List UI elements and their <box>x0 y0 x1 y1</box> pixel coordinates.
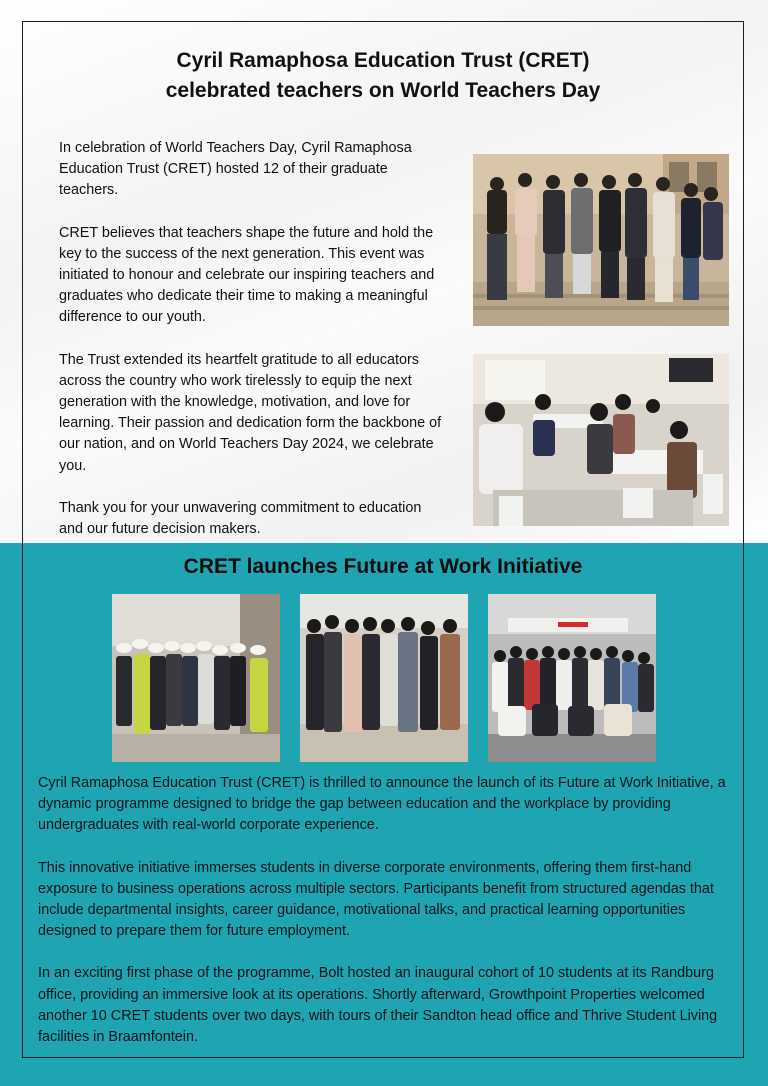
boardroom-visit-photo <box>488 594 656 762</box>
article1-title-line2: celebrated teachers on World Teachers Day <box>165 79 601 102</box>
site-visit-photo <box>112 594 280 762</box>
article2-paragraph: This innovative initiative immerses students in diverse corporate environments, offering them first-hand exposure to business operations across multiple sectors. Participants benefit from structured agendas that include departmental insights, career guidance, motivational talks, and practical learning opportunities designed to prepare them for future employment. <box>38 859 714 940</box>
article1-body <box>59 138 444 561</box>
article2-paragraph: In an exciting first phase of the programme, Bolt hosted an inaugural cohort of 10 students at its Randburg office, providing an immersive look at its operations. Shortly afterward, Growthpoint Properties welcomed another 10 CRET students over two days, with tours of their Sandton head office and Thrive Student Living facilities in Braamfontein. <box>38 965 718 1046</box>
article1-paragraph: The Trust extended its heartfelt gratitude to all educators across the country who work tirelessly to equip the next generation with the knowledge, motivation, and love for learning. Their passion and dedication form the backbone of our nation, and on World Teachers Day 2024, we celebrate you. <box>59 351 442 474</box>
article1-paragraph: CRET believes that teachers shape the future and hold the key to the success of the next generation. This event was initiated to honour and celebrate our inspiring teachers and graduates who dedicate their time to making a meaningful difference to our youth. <box>59 224 435 326</box>
article1-paragraph: Thank you for your unwavering commitment to education and our future decision makers. <box>59 499 422 538</box>
article2-body <box>38 773 734 1069</box>
article1-paragraph: In celebration of World Teachers Day, Cyril Ramaphosa Education Trust (CRET) hosted 12 of their graduate teachers. <box>59 140 412 199</box>
teachers-event-photo <box>473 354 729 526</box>
article1-title-line1: Cyril Ramaphosa Education Trust (CRET) <box>176 49 590 72</box>
office-visit-photo <box>300 594 468 762</box>
article2-title: CRET launches Future at Work Initiative <box>183 555 583 578</box>
teachers-group-photo <box>473 154 729 326</box>
article2-paragraph: Cyril Ramaphosa Education Trust (CRET) is thrilled to announce the launch of its Future at Work Initiative, a dynamic programme designed to bridge the gap between education and the workplace by providing undergraduates with real-world corporate experience. <box>38 775 726 834</box>
article1-title <box>22 46 744 106</box>
